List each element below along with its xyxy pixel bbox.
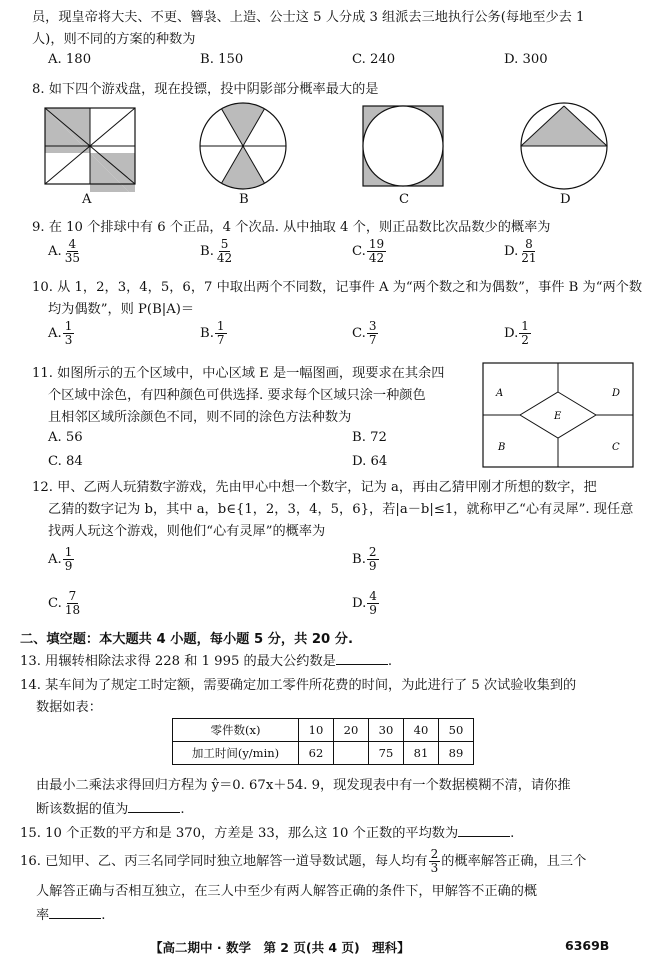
q12-option-d: D. $\frac{4}{9}$ bbox=[352, 589, 377, 617]
q16-line2: 人解答正确与否相互独立，在三人中至少有两人解答正确的条件下，甲解答不正确的概 bbox=[36, 884, 538, 899]
q12-option-a: A. $\frac{1}{9}$ bbox=[48, 545, 73, 573]
q12-option-b: B. $\frac{2}{9}$ bbox=[352, 545, 377, 573]
q9-option-c: C. $\frac{19}{42}$ bbox=[352, 237, 385, 265]
q10-option-a: A. $\frac{1}{3}$ bbox=[48, 319, 73, 347]
q11-line2: 个区域中涂色，有四种颜色可供选择. 要求每个区域只涂一种颜色 bbox=[48, 388, 426, 403]
q14-line3: 由最小二乘法求得回归方程为 ŷ＝0. 67x＋54. 9，现发现表中有一个数据模糊不清，请你推 bbox=[36, 778, 571, 793]
q8-stem: 8. 如下四个游戏盘，现在投镖，投中阴影部分概率最大的是 bbox=[32, 82, 379, 97]
q9-stem: 9. 在 10 个排球中有 6 个正品，4 个次品. 从中抽取 4 个，则正品数比次品数少的概率为 bbox=[32, 220, 551, 235]
figure-d-label: D bbox=[560, 192, 571, 207]
q15: 15. 10 个正数的平方和是 370，方差是 33，那么这 10 个正数的平均数为 . bbox=[20, 826, 515, 841]
region-a-label: A bbox=[496, 388, 504, 399]
region-c-label: C bbox=[612, 442, 620, 453]
q8-figures bbox=[30, 102, 630, 192]
table-cell: 40 bbox=[404, 719, 439, 742]
table-cell: 62 bbox=[299, 742, 334, 765]
q7-option-b: B. 150 bbox=[200, 52, 244, 67]
q11-option-a: A. 56 bbox=[48, 430, 83, 445]
figure-a-label: A bbox=[82, 192, 92, 207]
q13: 13. 用辗转相除法求得 228 和 1 995 的最大公约数是 . bbox=[20, 654, 393, 669]
region-b-label: B bbox=[498, 442, 506, 453]
figure-a bbox=[45, 108, 135, 192]
q11-region-diagram bbox=[482, 362, 634, 468]
q10-line1: 10. 从 1，2，3，4，5，6，7 中取出两个不同数，记事件 A 为“两个数之和为偶数”，事件 B 为“两个数 bbox=[32, 280, 643, 295]
q9-option-a: A. $\frac{4}{35}$ bbox=[48, 237, 80, 265]
table-cell: 50 bbox=[439, 719, 474, 742]
q7-option-d: D. 300 bbox=[504, 52, 548, 67]
q14-line4: 断该数据的值为 . bbox=[36, 802, 185, 817]
q7-line2: 人)，则不同的方案的种数为 bbox=[32, 32, 196, 47]
q15-answer-blank[interactable] bbox=[458, 824, 510, 837]
q16-line1: 16. 已知甲、乙、丙三名同学同时独立地解答一道导数试题，每人均有 $\frac{2}{3}$ 的概率解答正确，且三个 bbox=[20, 847, 587, 875]
table-head-y: 加工时间(y/min) bbox=[173, 742, 299, 765]
q11-option-b: B. 72 bbox=[352, 430, 387, 445]
q9-option-b: B. $\frac{5}{42}$ bbox=[200, 237, 233, 265]
table-cell: 30 bbox=[369, 719, 404, 742]
q11-line3: 且相邻区域所涂颜色不同，则不同的涂色方法种数为 bbox=[48, 410, 352, 425]
figure-b bbox=[200, 103, 286, 189]
region-d-label: D bbox=[612, 388, 621, 399]
q13-answer-blank[interactable] bbox=[336, 652, 388, 665]
q14-line2: 数据如表： bbox=[36, 700, 102, 715]
q12-option-c: C. $\frac{7}{18}$ bbox=[48, 589, 81, 617]
q7-option-c: C. 240 bbox=[352, 52, 396, 67]
q14-answer-blank[interactable] bbox=[128, 800, 180, 813]
q10-line2: 均为偶数”，则 P(B|A)＝ bbox=[48, 302, 195, 317]
table-cell: 20 bbox=[334, 719, 369, 742]
q16-line3: 率 . bbox=[36, 908, 106, 923]
q11-option-d: D. 64 bbox=[352, 454, 388, 469]
page-code: 6369B bbox=[565, 938, 610, 953]
q11-option-c: C. 84 bbox=[48, 454, 83, 469]
figure-d bbox=[521, 103, 607, 189]
table-head-x: 零件数(x) bbox=[173, 719, 299, 742]
q12-line3: 找两人玩这个游戏，则他们“心有灵犀”的概率为 bbox=[48, 524, 326, 539]
q10-option-b: B. $\frac{1}{7}$ bbox=[200, 319, 225, 347]
table-cell: 10 bbox=[299, 719, 334, 742]
table-cell: 89 bbox=[439, 742, 474, 765]
q10-option-d: D. $\frac{1}{2}$ bbox=[504, 319, 529, 347]
table-row bbox=[173, 719, 474, 742]
table-cell: 81 bbox=[404, 742, 439, 765]
page-footer: 【高二期中 · 数学 第 2 页(共 4 页) 理科】 bbox=[150, 940, 410, 955]
figure-c bbox=[363, 106, 443, 186]
table-row bbox=[173, 742, 474, 765]
q14-line1: 14. 某车间为了规定工时定额，需要确定加工零件所花费的时间，为此进行了 5 次试验收集到的 bbox=[20, 678, 577, 693]
table-cell bbox=[334, 742, 369, 765]
q10-option-c: C. $\frac{3}{7}$ bbox=[352, 319, 377, 347]
q12-line2: 乙猜的数字记为 b，其中 a，b∈{1，2，3，4，5，6}，若|a－b|≤1，就称甲乙“心有灵犀”. 现任意 bbox=[48, 502, 634, 517]
figure-c-label: C bbox=[399, 192, 410, 207]
q12-line1: 12. 甲、乙两人玩猜数字游戏，先由甲心中想一个数字，记为 a，再由乙猜甲刚才所想的数字，把 bbox=[32, 480, 597, 495]
q16-answer-blank[interactable] bbox=[49, 906, 101, 919]
section-2-heading: 二、填空题：本大题共 4 小题，每小题 5 分，共 20 分. bbox=[20, 632, 354, 647]
q7-option-a: A. 180 bbox=[48, 52, 92, 67]
q11-line1: 11. 如图所示的五个区域中，中心区域 E 是一幅图画，现要求在其余四 bbox=[32, 366, 445, 381]
figure-b-label: B bbox=[239, 192, 249, 207]
q7-line1: 员，现皇帝将大夫、不更、簪袅、上造、公士这 5 人分成 3 组派去三地执行公务(每地至少去 1 bbox=[32, 10, 585, 25]
region-e-label: E bbox=[554, 411, 562, 422]
q14-data-table bbox=[172, 718, 474, 765]
table-cell: 75 bbox=[369, 742, 404, 765]
q9-option-d: D. $\frac{8}{21}$ bbox=[504, 237, 537, 265]
